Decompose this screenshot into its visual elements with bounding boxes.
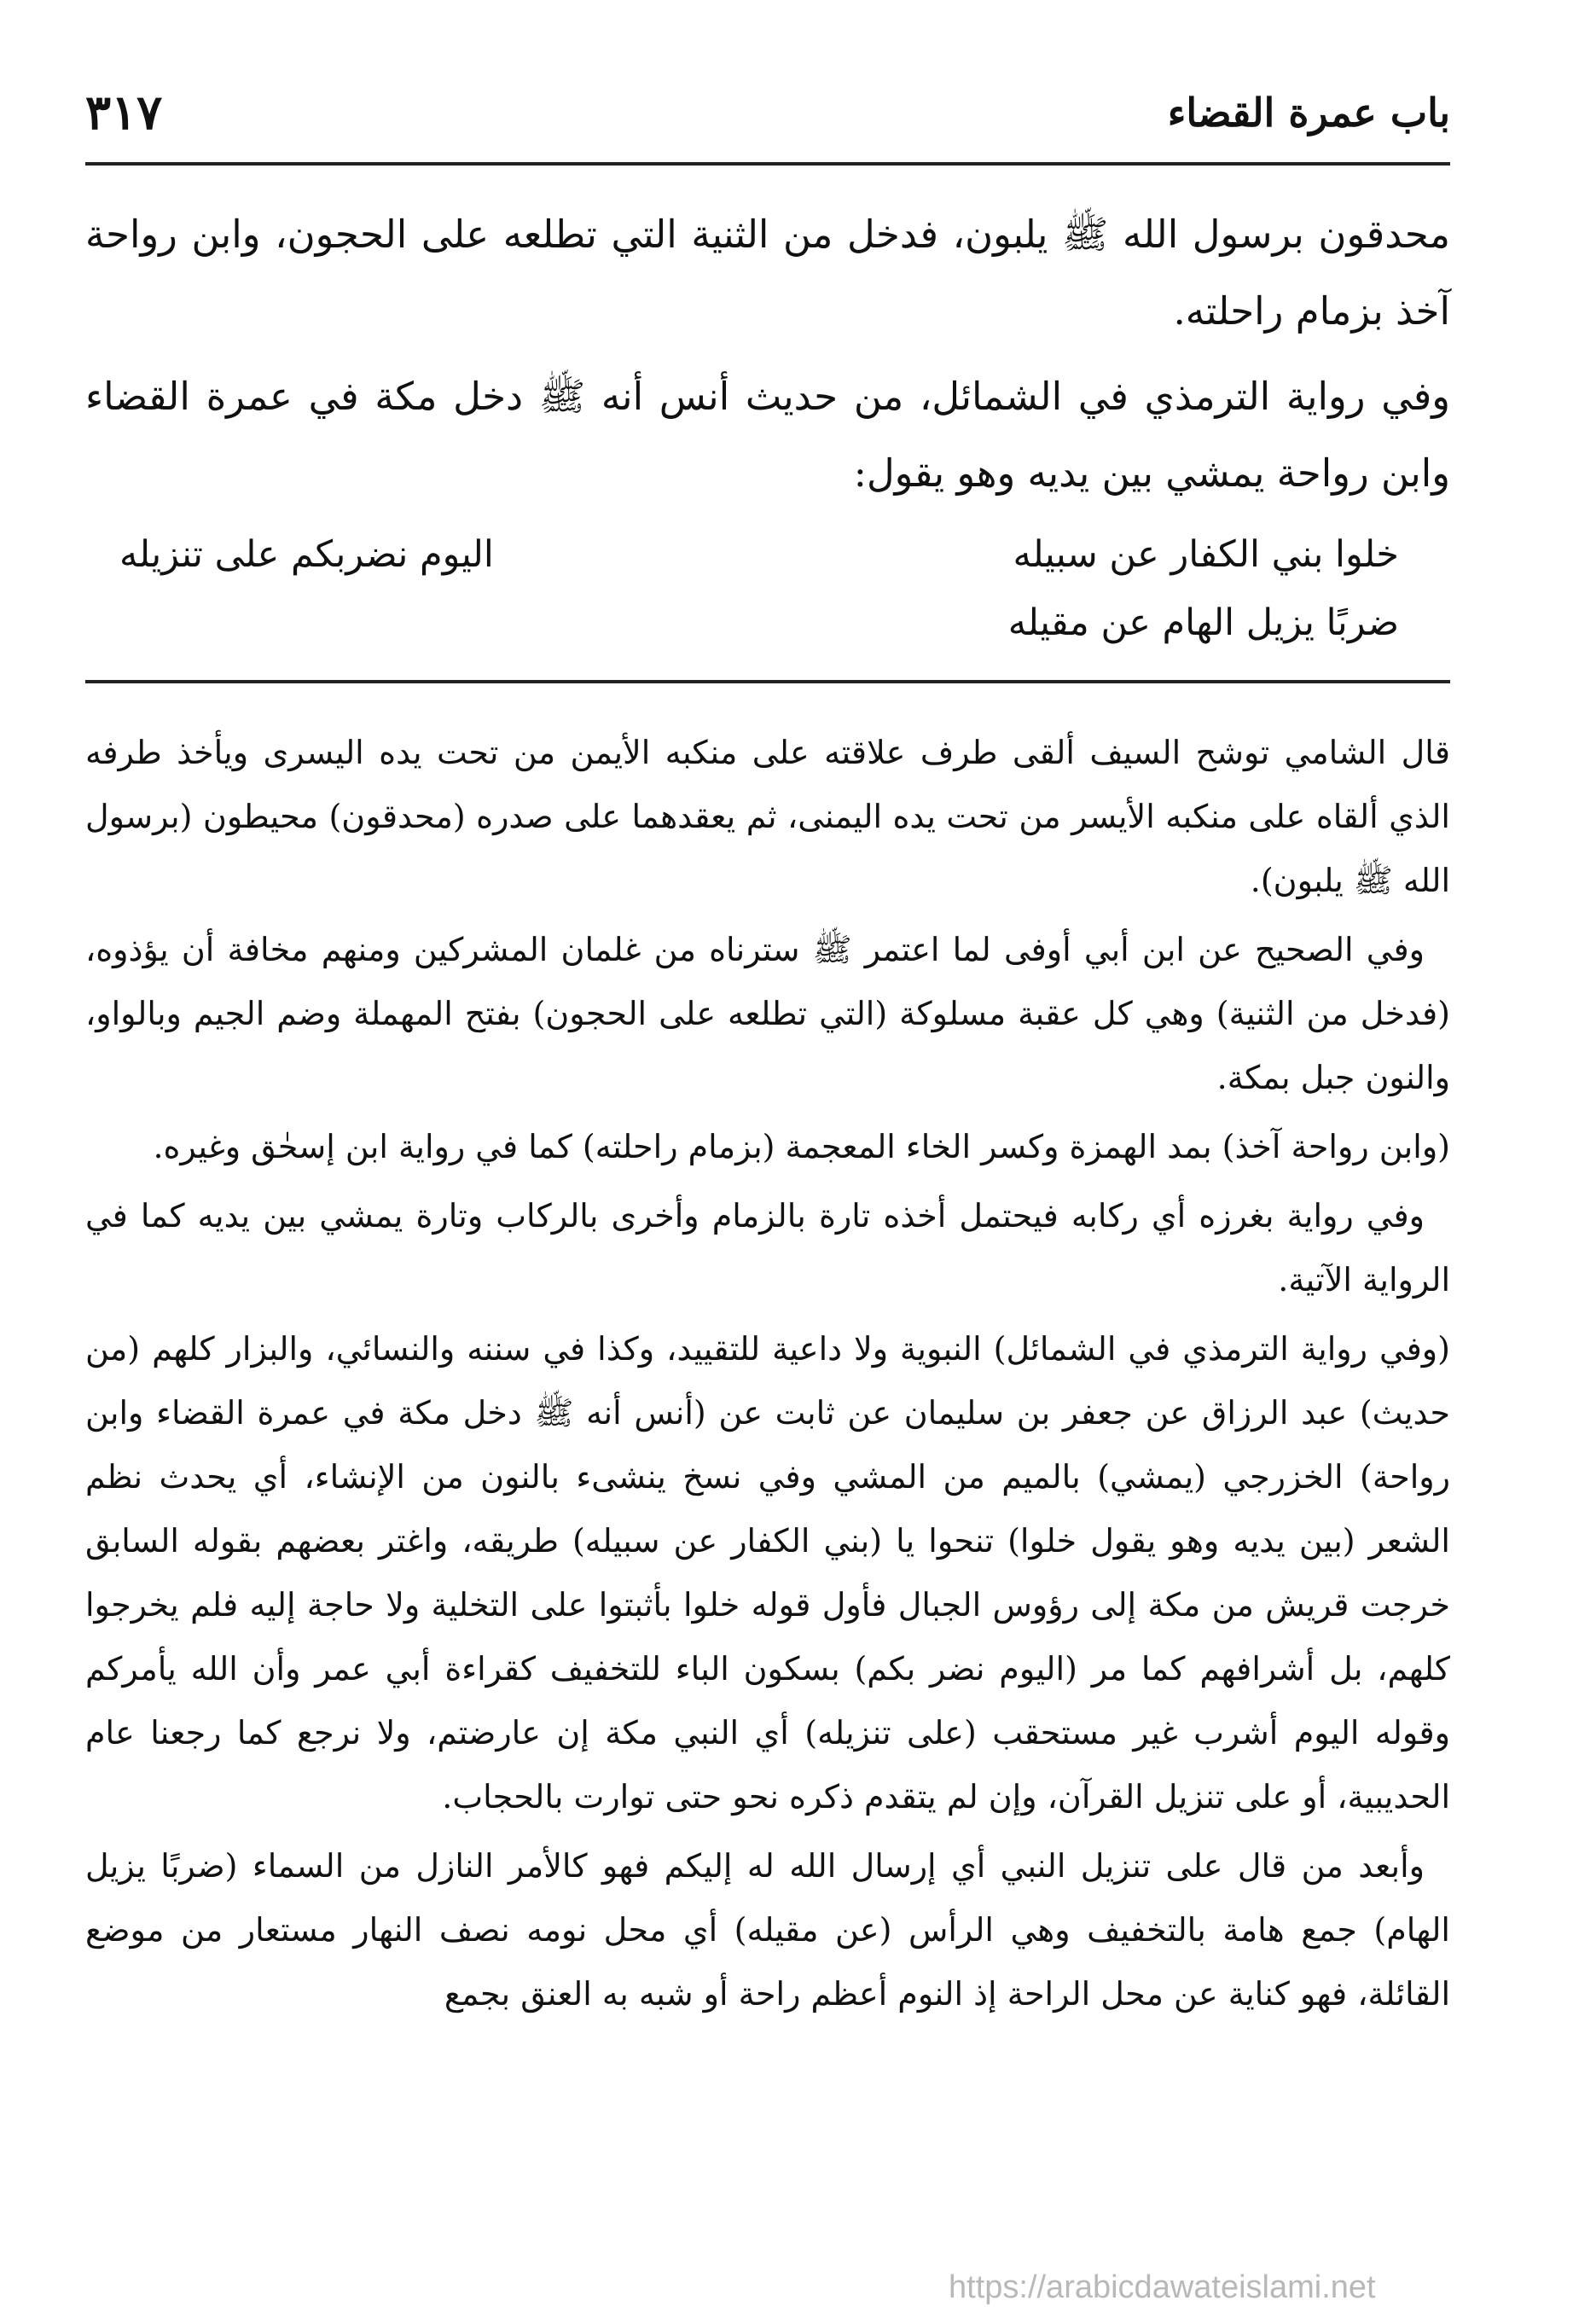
page-number: ٣١٧ xyxy=(85,84,163,141)
commentary-paragraph: وفي رواية بغرزه أي ركابه فيحتمل أخذه تارة بالزمام وأخرى بالركاب وتارة يمشي بين يديه كما في الرواية الآتية. xyxy=(85,1197,1450,1299)
commentary-paragraph: قال الشامي توشح السيف ألقى طرف علاقته على منكبه الأيمن من تحت يده اليسرى ويأخذ طرفه الذي ألقاه على منكبه الأيسر من تحت يده اليمنى، ثم يعقدهما على صدره (محدقون) محيطون (برسول الله ﷺ يلبون). xyxy=(85,734,1450,899)
commentary-paragraph: وأبعد من قال على تنزيل النبي أي إرسال الله له إليكم فهو كالأمر النازل من السماء (ضربًا يزيل الهام) جمع هامة بالتخفيف وهي الرأس (عن مقيله) أي محل نومه نصف النهار مستعار من موضع القائلة، فهو كناية عن محل الراحة إذ النوم أعظم راحة أو شبه به العنق بجمع xyxy=(85,1847,1450,2013)
watermark-url: https://arabicdawateislami.net xyxy=(949,2269,1376,2305)
poem-verse xyxy=(119,589,1399,657)
poem xyxy=(119,520,1399,657)
commentary-divider xyxy=(85,680,1450,683)
main-paragraph: وفي رواية الترمذي في الشمائل، من حديث أنس أنه ﷺ دخل مكة في عمرة القضاء وابن رواحة يمشي بين يديه وهو يقول: xyxy=(85,374,1450,496)
chapter-title: باب عمرة القضاء xyxy=(1167,90,1450,136)
commentary-paragraph: (وفي رواية الترمذي في الشمائل) النبوية ولا داعية للتقييد، وكذا في سننه والنسائي، والبزار كلهم (من حديث) عبد الرزاق عن جعفر بن سليمان عن ثابت عن (أنس أنه ﷺ دخل مكة في عمرة القضاء وابن رواحة) الخزرجي (يمشي) بالميم من المشي وفي نسخ ينشىء بالنون من الإنشاء، أي يحدث نظم الشعر (بين يديه وهو يقول خلوا) تنحوا يا (بني الكفار عن سبيله) طريقه، واغتر بعضهم بقوله السابق خرجت قريش من مكة إلى رؤوس الجبال فأول قوله خلوا بأثبتوا على التخلية ولا حاجة إليه فلم يخرجوا كلهم، بل أشرافهم كما مر (اليوم نضر بكم) بسكون الباء للتخفيف كقراءة أبي عمر وأن الله يأمركم وقوله اليوم أشرب غير مستحقب (على تنزيله) أي النبي مكة إن عارضتم، ولا نرجع كما رجعنا عام الحديبية، أو على تنزيل القرآن، وإن لم يتقدم ذكره نحو حتى توارت بالحجاب. xyxy=(85,1330,1450,1816)
verse-first-hemistich: خلوا بني الكفار عن سبيله xyxy=(1013,533,1399,576)
page-header xyxy=(85,84,1450,166)
commentary-paragraph: (وابن رواحة آخذ) بمد الهمزة وكسر الخاء المعجمة (بزمام راحلته) كما في رواية ابن إسحٰق وغيره. xyxy=(153,1128,1450,1165)
main-text xyxy=(85,196,1450,520)
verse-second-hemistich: اليوم نضربكم على تنزيله xyxy=(119,533,494,576)
commentary xyxy=(85,721,1450,2031)
main-paragraph: محدقون برسول الله ﷺ يلبون، فدخل من الثنية التي تطلعه على الحجون، وابن رواحة آخذ بزمام راحلته. xyxy=(85,212,1450,334)
poem-verse xyxy=(119,520,1399,589)
header-rule xyxy=(85,162,1450,166)
commentary-paragraph: وفي الصحيح عن ابن أبي أوفى لما اعتمر ﷺ سترناه من غلمان المشركين ومنهم مخافة أن يؤذوه، (فدخل من الثنية) وهي كل عقبة مسلوكة (التي تطلعه على الحجون) بفتح المهملة وضم الجيم وبالواو، والنون جبل بمكة. xyxy=(85,931,1450,1096)
verse-first-hemistich: ضربًا يزيل الهام عن مقيله xyxy=(1007,601,1399,644)
